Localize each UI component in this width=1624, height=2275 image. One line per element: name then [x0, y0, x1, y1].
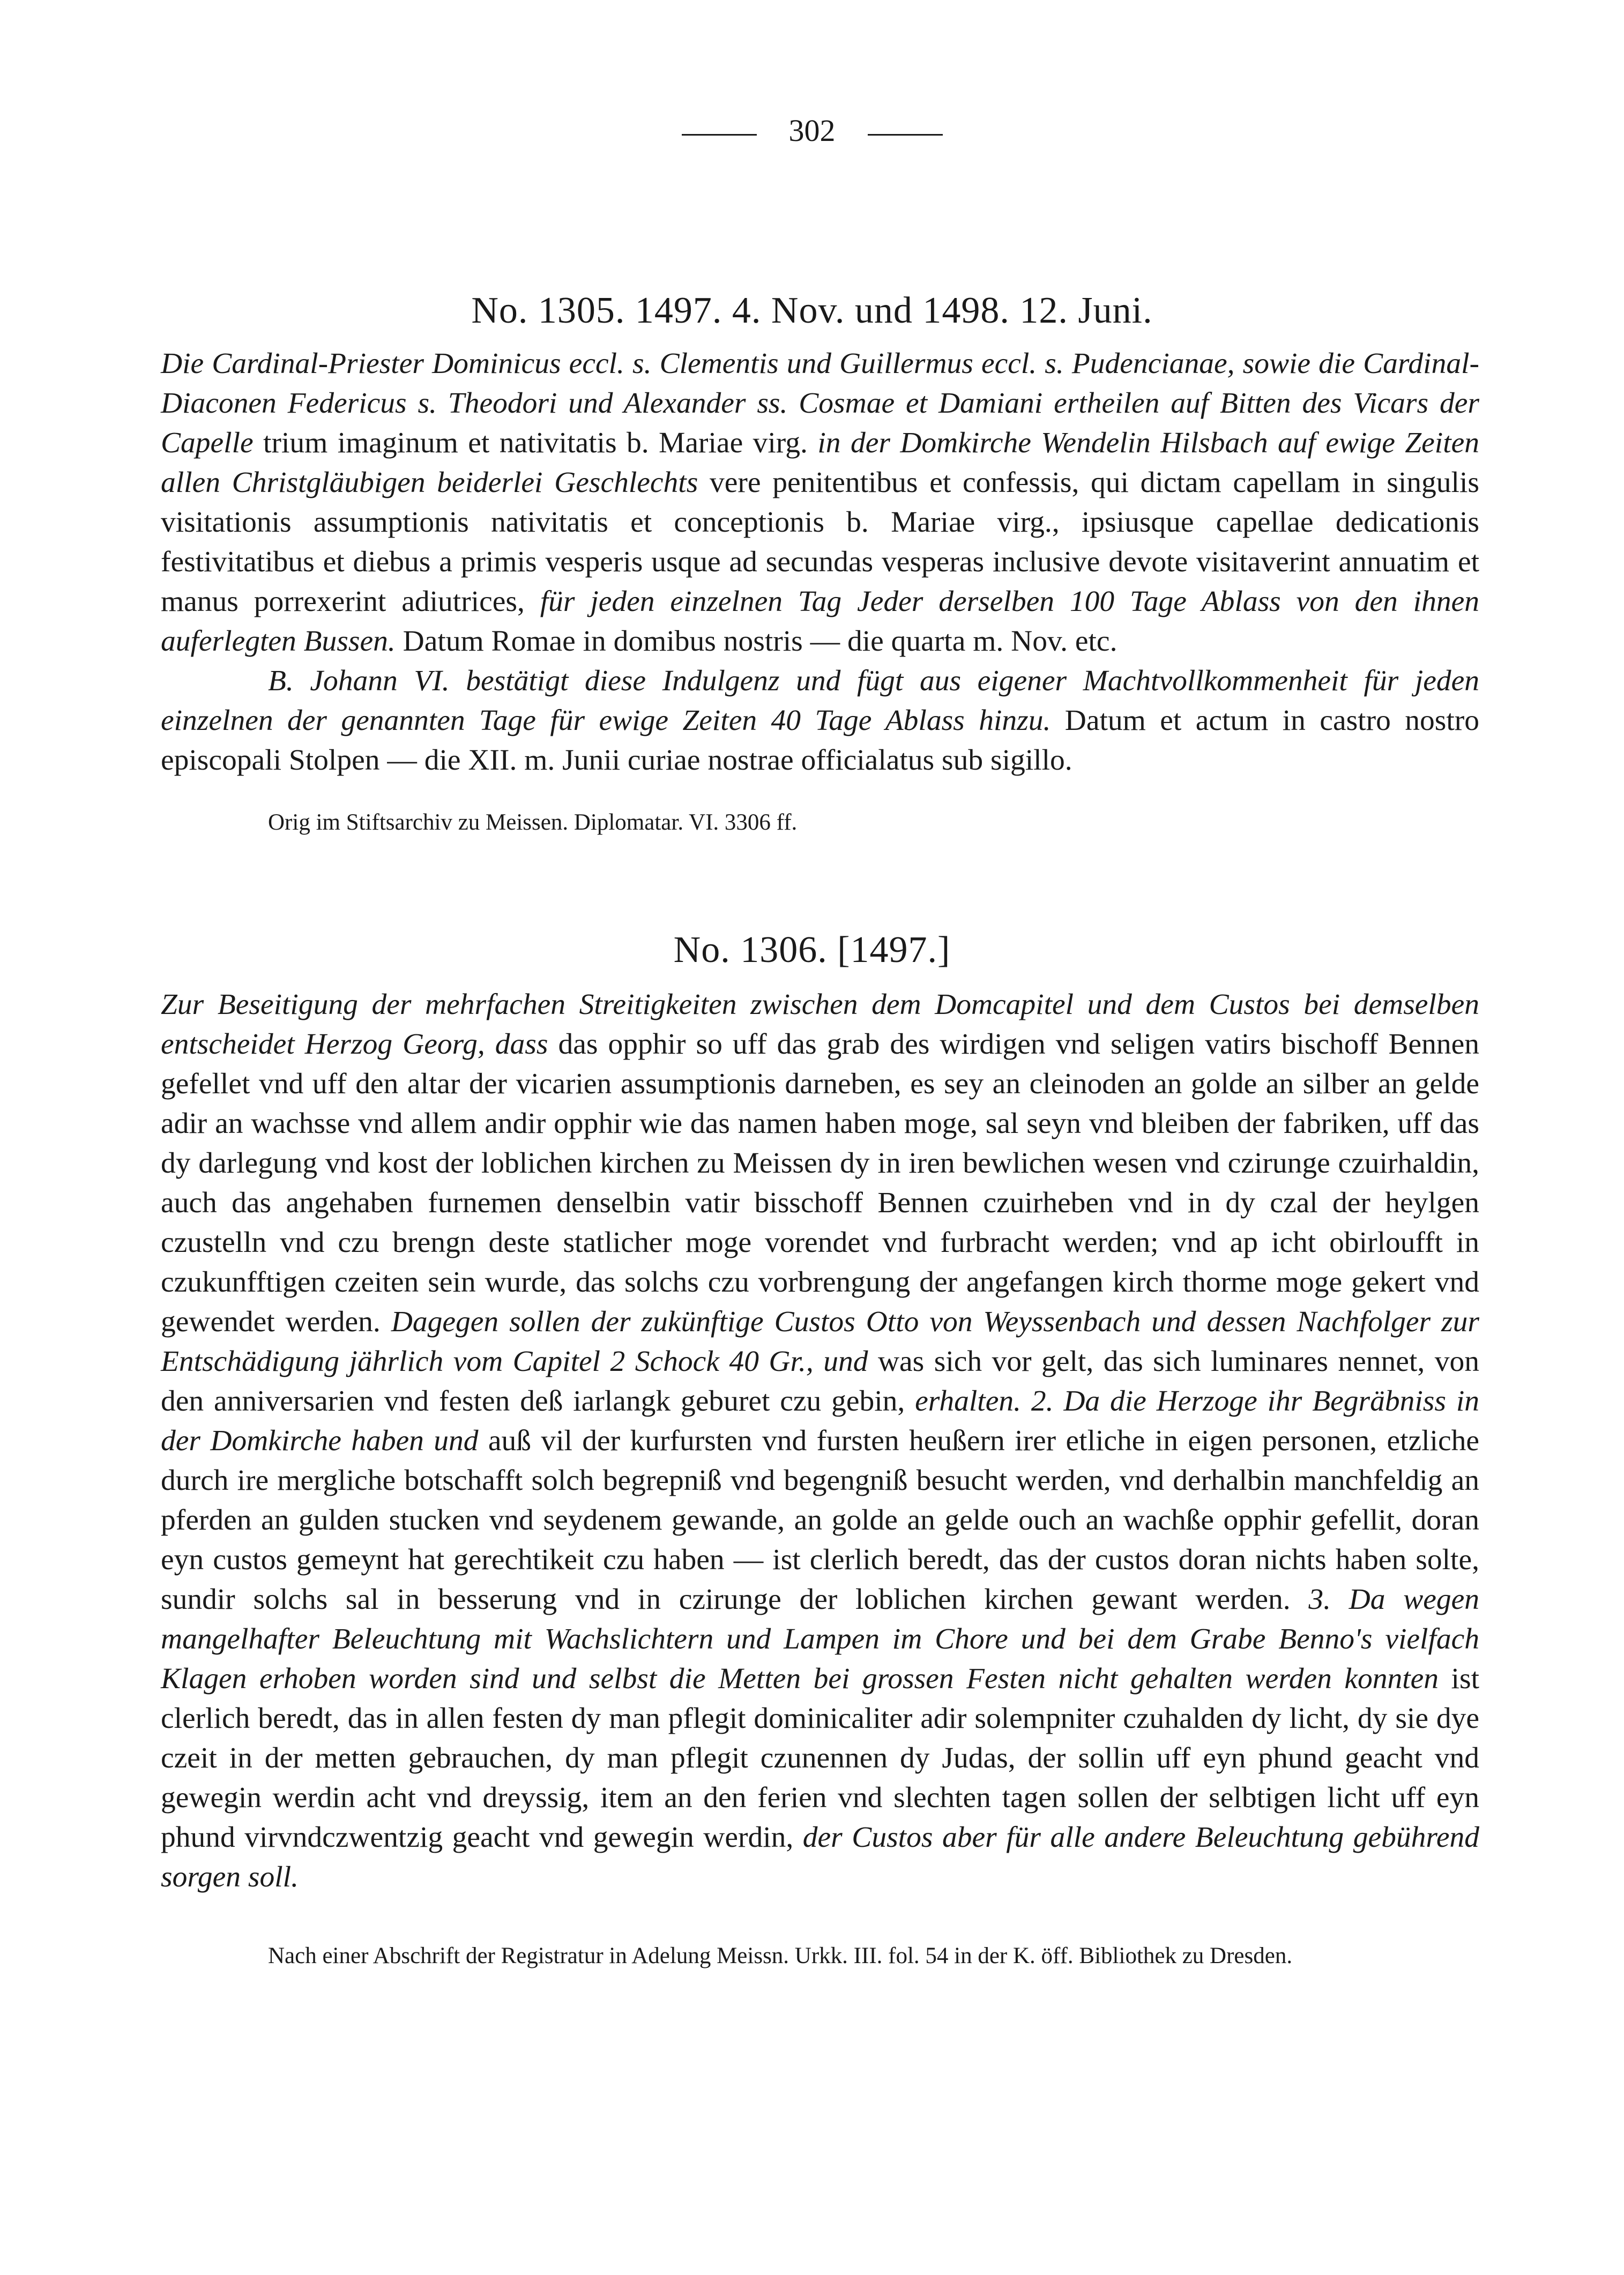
italic-text-run: B. Johann VI. bestätigt diese Indulgenz und fügt aus eigener Machtvollkommenheit für jeden einzelnen der genannten Tage für ewige Zeiten 40 Tage Ablass hinzu. — [161, 665, 1479, 737]
text-run: Datum et actum in castro nostro episcopali Stolpen — die XII. m. Junii curiae nostrae officialatus sub sigillo. — [161, 704, 1479, 777]
doc1-para1 — [161, 344, 1479, 661]
text-run: Datum Romae in domibus nostris — die quarta m. Nov. etc. — [395, 625, 1118, 658]
text-run: ist clerlich beredt, das in allen festen dy man pflegit dominicaliter adir solempniter czuhalden dy licht, dy sie dye czeit in der metten gebrauchen, dy man pflegit czunennen dy Judas, der sollin uff eyn phund geacht vnd gewegin werdin acht vnd dreyssig, item an den ferien vnd slechten tagen sollen der selbtigen licht uff eyn phund virvndczwentzig geacht vnd gewegin werdin, — [161, 1662, 1479, 1854]
italic-text-run: Zur Beseitigung der mehrfachen Streitigkeiten zwischen dem Domcapitel und dem Custos bei demselben entscheidet Herzog Georg, dass — [161, 988, 1479, 1061]
doc2-para1 — [161, 985, 1479, 1897]
doc2-source-note: Nach einer Abschrift der Registratur in Adelung Meissn. Urkk. III. fol. 54 in der K. öff. Bibliothek zu Dresden. — [268, 1943, 1293, 1968]
header-rule-left — [682, 134, 757, 136]
italic-text-run: Die Cardinal-Priester Dominicus eccl. s. Clementis und Guillermus eccl. s. Pudencianae, sowie die Cardinal-Diaconen Federicus s. Theodori und Alexander ss. Cosmae et Damiani ertheilen auf Bitten des Vicars der Capelle — [161, 347, 1479, 459]
doc1-source-note: Orig im Stiftsarchiv zu Meissen. Diplomatar. VI. 3306 ff. — [268, 810, 798, 835]
text-run: trium imaginum et nativitatis b. Mariae virg. — [253, 427, 818, 459]
italic-text-run: 3. Da wegen mangelhafter Beleuchtung mit Wachslichtern und Lampen im Chore und bei dem Grabe Benno's vielfach Klagen erhoben worden sind und selbst die Metten bei grossen Festen nicht gehalten werden konnten — [161, 1583, 1479, 1695]
italic-text-run: in der Domkirche Wendelin Hilsbach auf ewige Zeiten allen Christgläubigen beiderlei Geschlechts — [161, 427, 1479, 499]
text-run: was sich vor gelt, das sich luminares nennet, von den anniversarien vnd festen deß iarlangk geburet czu gebin, — [161, 1345, 1479, 1418]
page-header — [0, 115, 1624, 146]
doc1-body — [161, 344, 1479, 780]
italic-text-run: für jeden einzelnen Tag Jeder derselben 100 Tage Ablass von den ihnen auferlegten Bussen. — [161, 585, 1479, 658]
text-run: das opphir so uff das grab des wirdigen vnd seligen vatirs bischoff Bennen gefellet vnd uff den altar der vicarien assumptionis darneben, es sey an cleinoden an golde an silber an gelde adir an wachsse vnd allem andir opphir wie das namen haben moge, sal seyn vnd bleiben der fabriken, uff das dy darlegung vnd kost der loblichen kirchen zu Meissen dy in iren bewlichen wesen vnd czirunge czuirhaldin, auch das angehaben furnemen denselbin vatir bisschoff Bennen czuirheben vnd in dy czal der heylgen czustelln vnd czu brengn deste statlicher moge vorendet vnd furbracht werden; vnd ap icht obirloufft in czukunfftigen czeiten sein wurde, das solchs czu vorbrengung der angefangen kirch thorme moge gekert vnd gewendet werden. — [161, 1028, 1479, 1338]
page-number: 302 — [788, 113, 836, 148]
doc1-para2 — [161, 661, 1479, 780]
doc2-title: No. 1306. [1497.] — [673, 929, 951, 971]
italic-text-run: erhalten. 2. Da die Herzoge ihr Begräbniss in der Domkirche haben und — [161, 1385, 1479, 1457]
doc2-body — [161, 985, 1479, 1897]
text-run: auß vil der kurfursten vnd fursten heußern irer etliche in eigen personen, etzliche durch ire mergliche botschafft solch begrepniß vnd begengniß besucht werden, vnd derhalbin manchfeldig an pferden an gulden stucken vnd seydenem gewande, an golde an gelde ouch an wachße opphir gefellit, doran eyn custos gemeynt hat gerechtikeit czu haben — ist clerlich beredt, das der custos doran nichts haben solte, sundir solchs sal in besserung vnd in czirunge der loblichen kirchen gewant werden. — [161, 1424, 1479, 1616]
italic-text-run: der Custos aber für alle andere Beleuchtung gebührend sorgen soll. — [161, 1821, 1480, 1893]
header-rule-right — [868, 134, 943, 136]
text-run: vere penitentibus et confessis, qui dictam capellam in singulis visitationis assumptionis nativitatis et conceptionis b. Mariae virg., ipsiusque capellae dedicationis festivitatibus et diebus a primis vesperis usque ad secundas vesperas inclusive devote visitaverint annuatim et manus porrexerint adiutrices, — [161, 466, 1479, 618]
doc1-title: No. 1305. 1497. 4. Nov. und 1498. 12. Juni. — [471, 290, 1153, 331]
italic-text-run: Dagegen sollen der zukünftige Custos Otto von Weyssenbach und dessen Nachfolger zur Entschädigung jährlich vom Capitel 2 Schock 40 Gr., und — [161, 1306, 1480, 1378]
